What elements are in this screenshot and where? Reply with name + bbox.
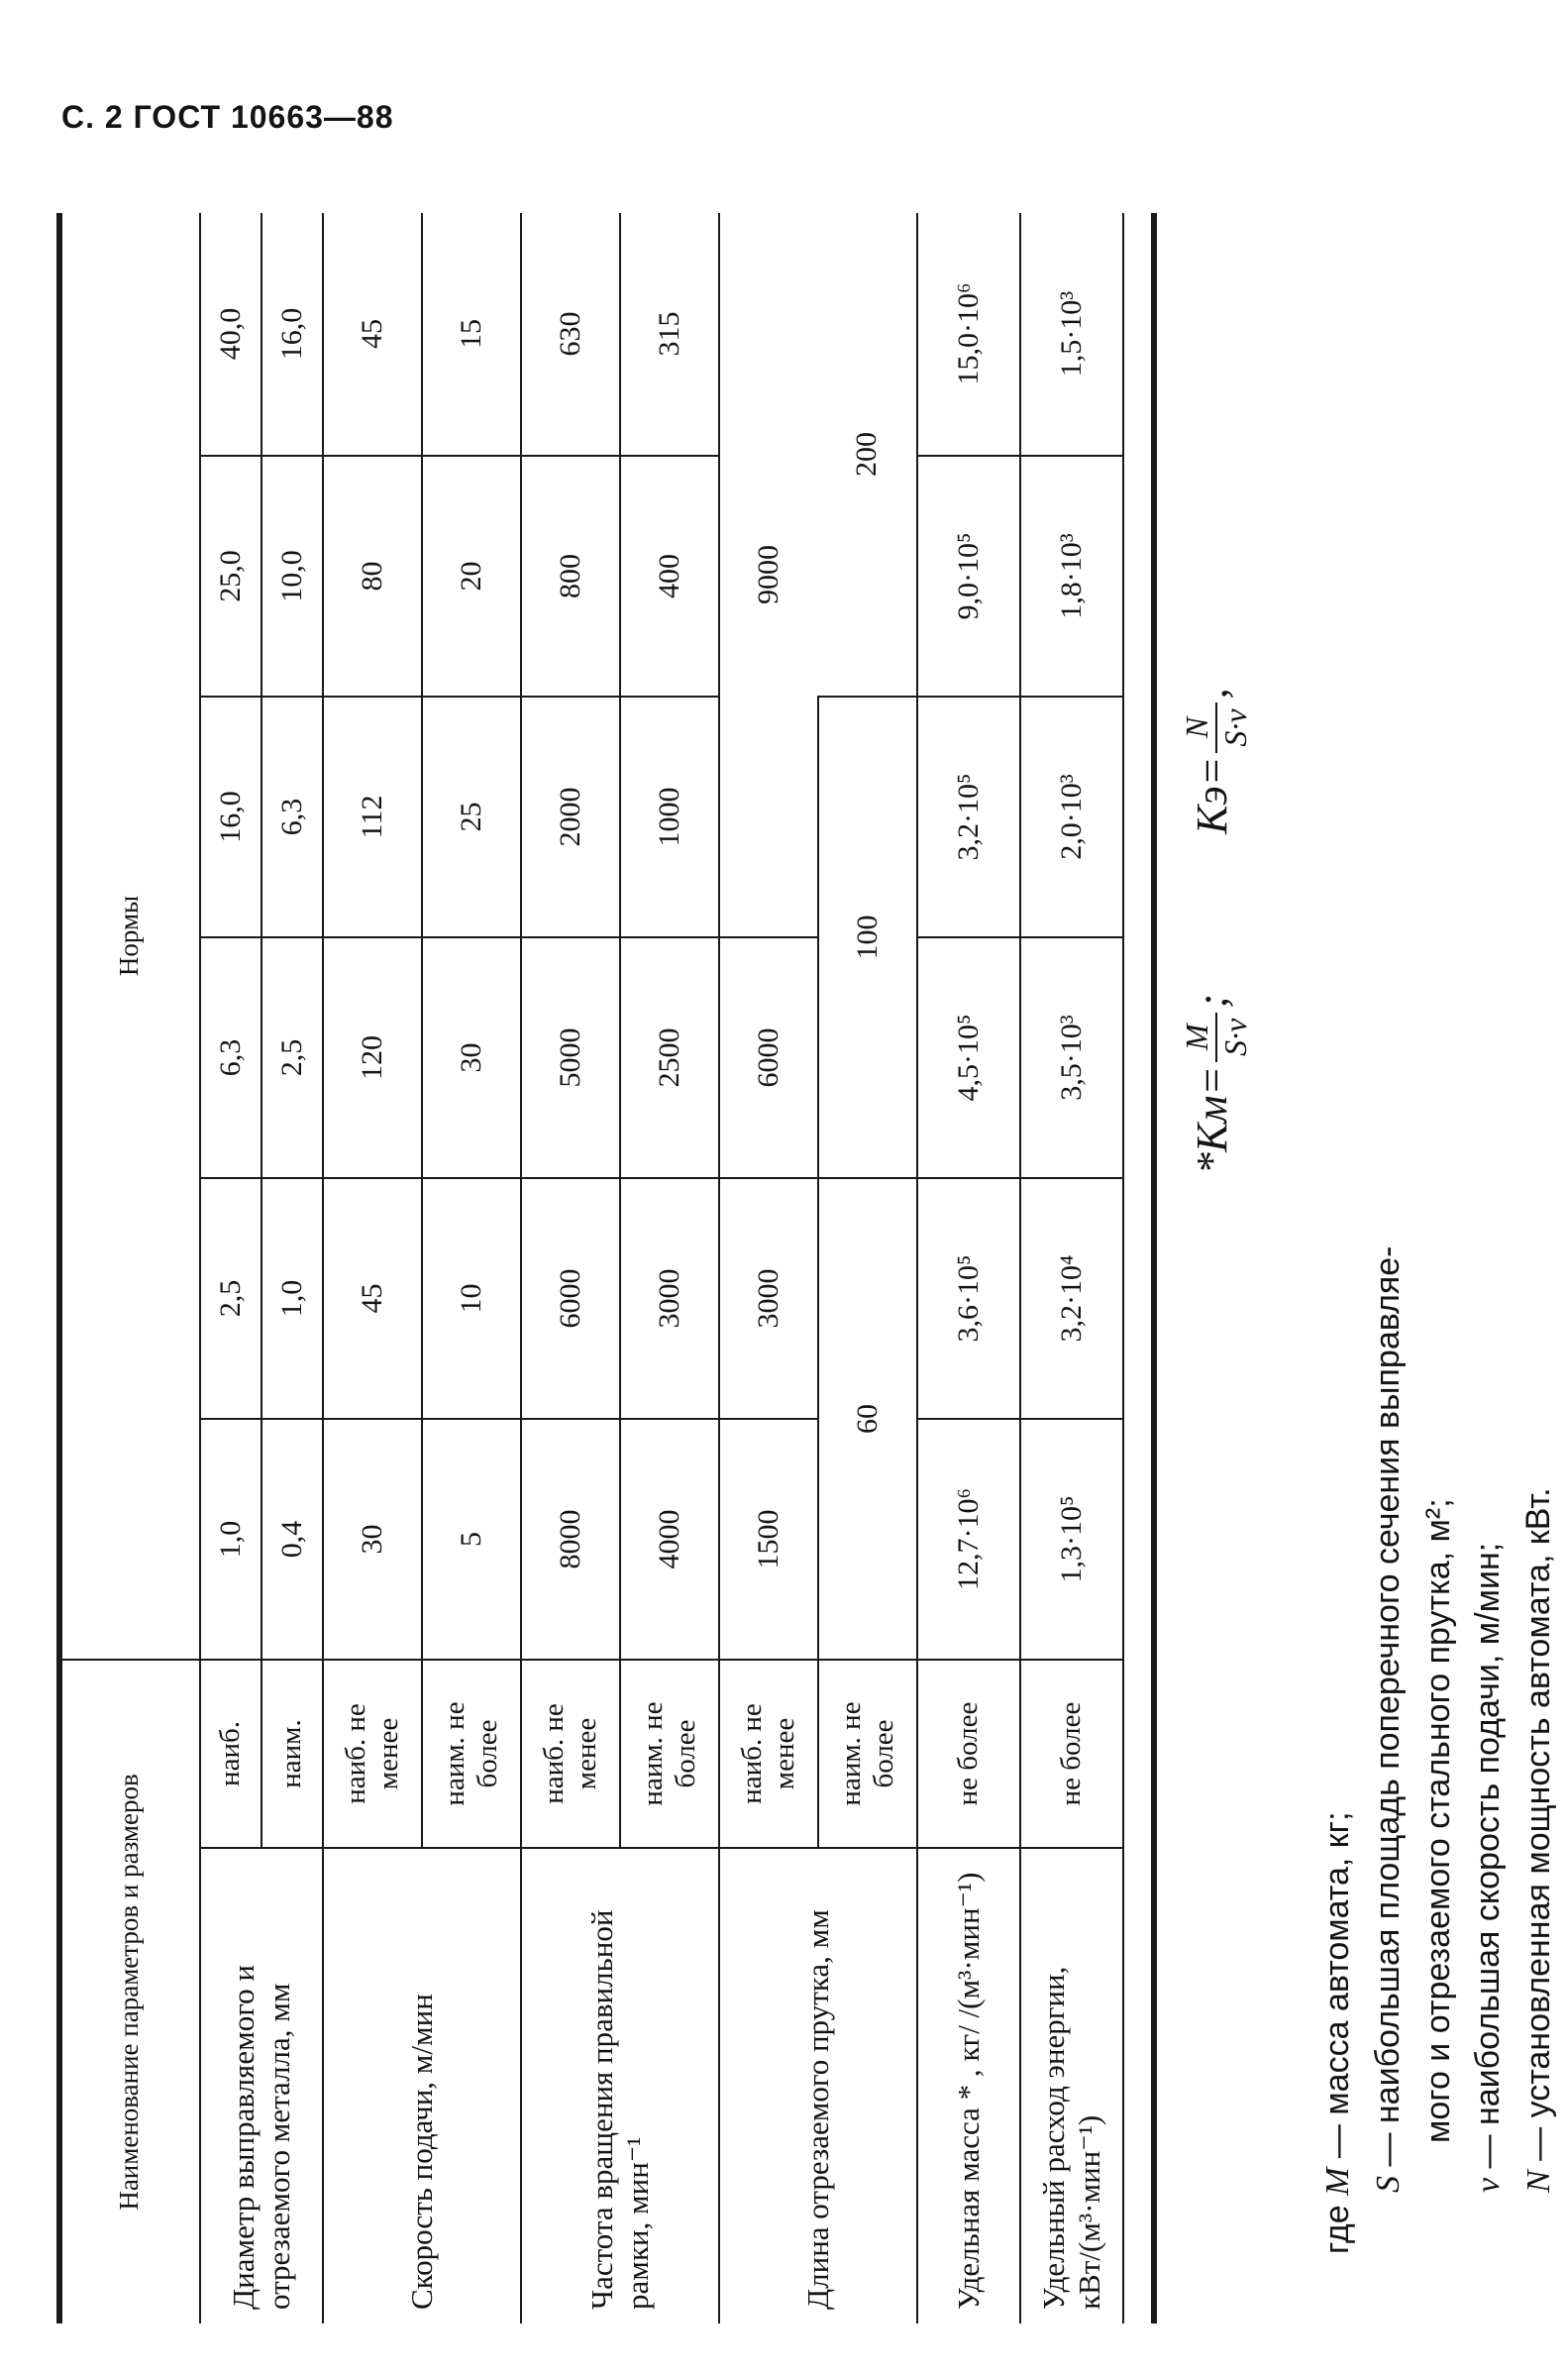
norm-value: 1500 [719,1419,818,1660]
norm-value: 16,0 [200,697,261,937]
norm-value: 10,0 [261,456,323,697]
norm-value: 3,6·10⁵ [917,1178,1020,1419]
norm-value: 1,0 [261,1178,323,1419]
norm-value: 9000 [719,213,818,937]
norm-value: 4,5·10⁵ [917,937,1020,1178]
norm-value: 1,5·10³ [1020,213,1123,456]
legend-row-n [1514,1246,1564,2255]
norm-value: 4000 [620,1419,719,1660]
norm-value: 30 [422,937,521,1178]
norm-value: 3,2·10⁴ [1020,1178,1123,1419]
param-column-header: Наименование параметров и размеров [59,1660,200,2323]
table-row [1020,213,1123,2323]
norm-value: 5000 [521,937,620,1178]
legend-row-s [1363,1246,1413,2255]
qualifier: не более [1020,1660,1123,1848]
qualifier: наим. не более [620,1660,719,1848]
fraction-denominator: S·v [1217,708,1253,747]
norm-value: 2000 [521,697,620,937]
norm-value: 80 [323,456,422,697]
fraction-numerator: N [1179,702,1217,752]
qualifier: наиб. [200,1660,261,1848]
norm-value: 1,3·10⁵ [1020,1419,1123,1660]
norm-value: 400 [620,456,719,697]
param-name: Частота вращения правильной рамки, мин⁻¹ [521,1848,719,2323]
legend-symbol: v [1470,2177,1507,2193]
qualifier: наиб. не менее [521,1660,620,1848]
norm-value: 100 [818,697,917,1178]
page-header: С. 2 ГОСТ 10663—88 [61,99,394,135]
norm-value: 60 [818,1178,917,1660]
norm-value: 3000 [719,1178,818,1419]
norm-value: 20 [422,456,521,697]
param-name: Диаметр выправляемого и отрезаемого металла, мм [200,1848,323,2323]
formula-ke [1179,688,1254,834]
norms-column-header: Нормы [59,213,200,1660]
table-row [323,213,422,2323]
norm-value: 25 [422,697,521,937]
norm-value: 6000 [521,1178,620,1419]
norm-value: 6,3 [261,697,323,937]
formula-ke-lhs: Kэ= [1188,756,1237,835]
table-row [521,213,620,2323]
norm-value: 1000 [620,697,719,937]
param-name: Удельный расход энергии, кВт/(м³·мин⁻¹) [1020,1848,1123,2323]
legend-row-v [1463,1246,1514,2255]
norms-table [59,213,1124,2323]
table-row [200,213,261,2323]
norm-value: 40,0 [200,213,261,456]
legend-text: — наибольшая площадь поперечного сечения выправляе- [1369,1245,1407,2176]
qualifier: не более [917,1660,1020,1848]
legend-text: мого и отрезаемого стального прутка, м²; [1419,1498,1457,2143]
norm-value: 6,3 [200,937,261,1178]
norm-value: 2,5 [200,1178,261,1419]
legend [1312,1246,1564,2255]
legend-text: — установленная мощность автомата, кВт. [1519,1487,1557,2171]
legend-text: — наибольшая скорость подачи, м/мин; [1469,1542,1507,2178]
legend-where: где [1318,2205,1356,2254]
fraction [1179,1013,1254,1062]
param-name: Удельная масса * , кг/ /(м³·мин⁻¹) [917,1848,1020,2323]
fraction-denominator: S·v [1217,1018,1253,1056]
norm-value: 3000 [620,1178,719,1419]
formulas [1179,539,1254,1174]
formula-km [1179,994,1254,1174]
table-bottom-rule [1151,213,1157,2323]
legend-row-s-cont [1413,1246,1463,2255]
formula-km-lhs: *Kм= [1188,1065,1237,1174]
norm-value: 30 [323,1419,422,1660]
norm-value: 0,4 [261,1419,323,1660]
norm-value: 315 [620,213,719,456]
norm-value: 15,0·10⁶ [917,213,1020,456]
norm-value: 2,5 [261,937,323,1178]
qualifier: наим. не более [422,1660,521,1848]
norm-value: 8000 [521,1419,620,1660]
norm-value: 1,8·10³ [1020,456,1123,697]
legend-symbol: M [1319,2167,1356,2196]
legend-symbol: N [1520,2170,1557,2193]
norm-value: 45 [323,213,422,456]
norm-value: 800 [521,456,620,697]
fraction-numerator: M [1179,1013,1217,1062]
norm-value: 200 [818,213,917,697]
norm-value: 1,0 [200,1419,261,1660]
norm-value: 6000 [719,937,818,1178]
qualifier: наиб. не менее [323,1660,422,1848]
legend-row-m [1312,1246,1363,2255]
table-row [719,213,818,2323]
norm-value: 9,0·10⁵ [917,456,1020,697]
qualifier: наим. не более [818,1660,917,1848]
norm-value: 2,0·10³ [1020,697,1123,937]
norm-value: 5 [422,1419,521,1660]
norm-value: 12,7·10⁶ [917,1419,1020,1660]
param-name: Скорость подачи, м/мин [323,1848,521,2323]
param-name: Длина отрезаемого прутка, мм [719,1848,917,2323]
legend-symbol: S [1370,2176,1407,2193]
norm-value: 10 [422,1178,521,1419]
formula-separator: , [1188,688,1237,700]
rotated-content [59,104,1557,2323]
norm-value: 112 [323,697,422,937]
legend-text: — масса автомата, кг; [1318,1811,1356,2168]
norm-value: 15 [422,213,521,456]
norm-value: 630 [521,213,620,456]
norm-value: 2500 [620,937,719,1178]
qualifier: наим. [261,1660,323,1848]
qualifier: наиб. не менее [719,1660,818,1848]
fraction [1179,702,1254,752]
formula-separator: ; [1188,994,1237,1009]
norm-value: 45 [323,1178,422,1419]
norm-value: 25,0 [200,456,261,697]
norm-value: 16,0 [261,213,323,456]
norm-value: 3,2·10⁵ [917,697,1020,937]
table-row [917,213,1020,2323]
norm-value: 3,5·10³ [1020,937,1123,1178]
norm-value: 120 [323,937,422,1178]
